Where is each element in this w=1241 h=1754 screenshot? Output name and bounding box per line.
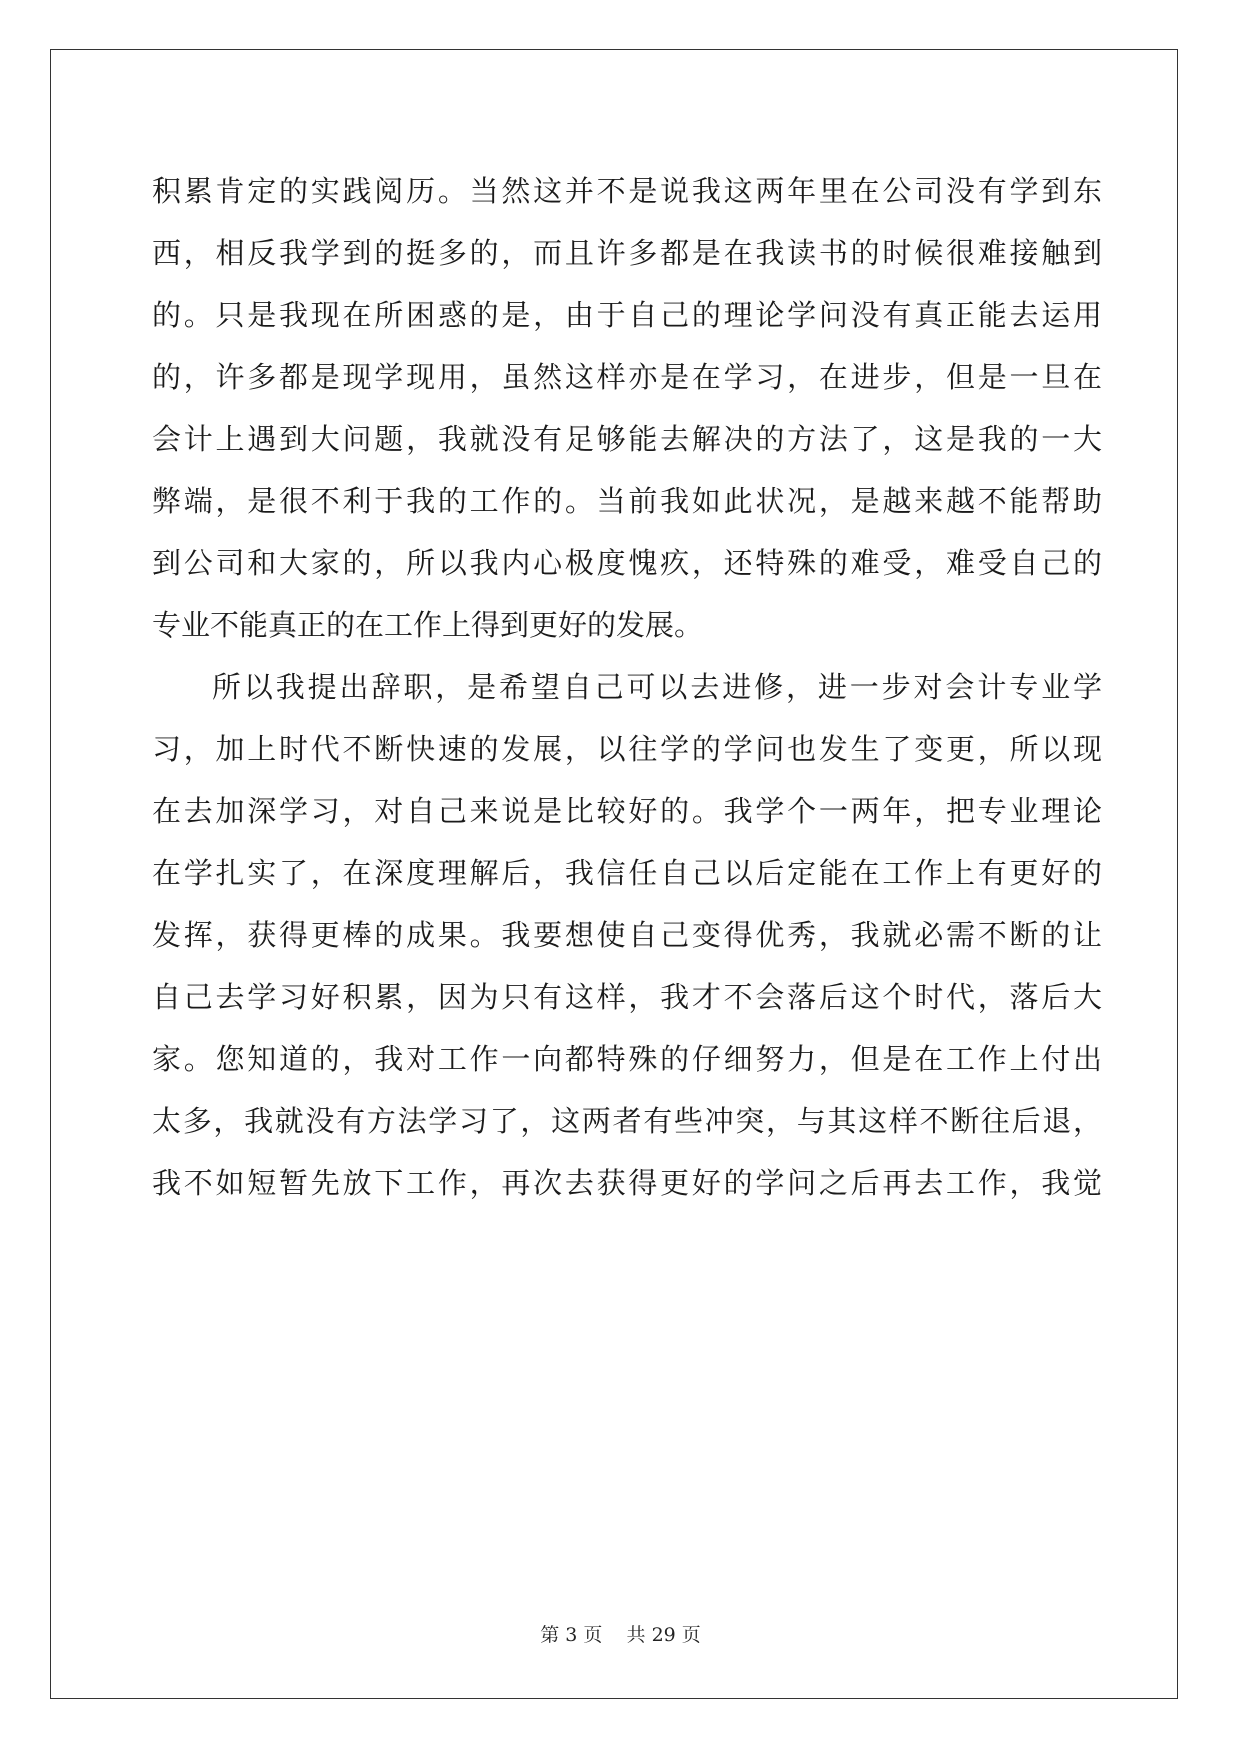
paragraph-2	[152, 656, 1102, 1214]
text-line: 到公司和大家的，所以我内心极度愧疚，还特殊的难受，难受自己的	[152, 546, 1102, 580]
text-line: 所以我提出辞职，是希望自己可以去进修，进一步对会计专业学	[212, 670, 1102, 704]
text-line: 发挥，获得更棒的成果。我要想使自己变得优秀，我就必需不断的让	[152, 918, 1102, 952]
page-number: 第 3 页	[540, 1624, 603, 1646]
page-footer	[0, 1620, 1241, 1647]
text-line: 的，许多都是现学现用，虽然这样亦是在学习，在进步，但是一旦在	[152, 360, 1102, 394]
text-line: 家。您知道的，我对工作一向都特殊的仔细努力，但是在工作上付出	[152, 1042, 1102, 1076]
text-line: 太多，我就没有方法学习了，这两者有些冲突，与其这样不断往后退，	[152, 1104, 1102, 1138]
text-line: 习，加上时代不断快速的发展，以往学的学问也发生了变更，所以现	[152, 732, 1102, 766]
paragraph-1	[152, 160, 1102, 656]
text-line: 西，相反我学到的挺多的，而且许多都是在我读书的时候很难接触到	[152, 236, 1102, 270]
document-body	[152, 160, 1102, 1214]
text-line: 会计上遇到大问题，我就没有足够能去解决的方法了，这是我的一大	[152, 422, 1102, 456]
text-line: 积累肯定的实践阅历。当然这并不是说我这两年里在公司没有学到东	[152, 174, 1102, 208]
text-line: 的。只是我现在所困惑的是，由于自己的理论学问没有真正能去运用	[152, 298, 1102, 332]
text-line: 我不如短暂先放下工作，再次去获得更好的学问之后再去工作，我觉	[152, 1166, 1102, 1200]
total-pages: 共 29 页	[626, 1624, 701, 1646]
text-line: 自己去学习好积累，因为只有这样，我才不会落后这个时代，落后大	[152, 980, 1102, 1014]
text-line: 在学扎实了，在深度理解后，我信任自己以后定能在工作上有更好的	[152, 856, 1102, 890]
text-line: 专业不能真正的在工作上得到更好的发展。	[152, 608, 704, 642]
text-line: 弊端，是很不利于我的工作的。当前我如此状况，是越来越不能帮助	[152, 484, 1102, 518]
text-line: 在去加深学习，对自己来说是比较好的。我学个一两年，把专业理论	[152, 794, 1102, 828]
